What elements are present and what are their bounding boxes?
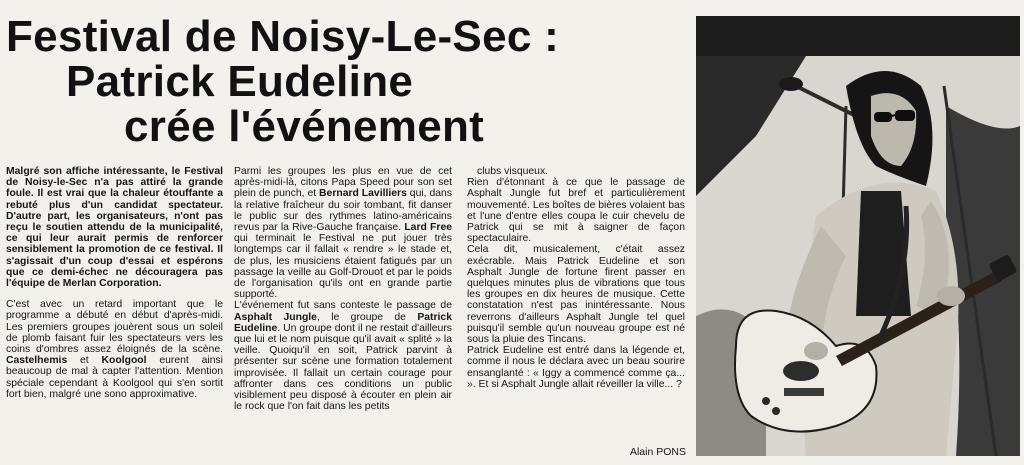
artist-name: Bernard Lavilliers	[319, 188, 407, 200]
band-name: Castelhemis	[6, 355, 68, 367]
band-name: Asphalt Jungle	[234, 311, 317, 323]
artist-name: Patrick Eudeline	[234, 311, 452, 334]
body-paragraph: C'est avec un retard important que le programme a débuté en début d'après-midi. Les premiers groupes jouèrent sous un soleil de plomb faisant fuir les spectateurs vers les coins d'ombres assez éloignés de la scène. Castelhemis et Koolgool eurent ainsi beaucoup de mal à capter l'attention. Mention spéciale cependant à Koolgool qui s'en sortit fort bien, malgré une sono approximative.	[6, 299, 223, 400]
headline-line-2: Patrick Eudeline	[66, 57, 414, 106]
concert-photo	[696, 16, 1020, 456]
article-column-3	[467, 166, 685, 390]
body-paragraph: Rien d'étonnant à ce que le passage de Asphalt Jungle fut bref et particulièrement mouvementé. Les boîtes de bières volaient bas et l'une d'entre elles coupa le cuir chevelu de Patrick qui se mit à saigner de façon spectaculaire.	[467, 177, 685, 245]
headline-line-3: crée l'événement	[124, 102, 485, 151]
body-paragraph: Patrick Eudeline est entré dans la légende et, comme il nous le déclara avec un beau sourire ensanglanté : « Iggy a commencé comme ça... ». Et si Asphalt Jungle allait réveiller la ville... ?	[467, 345, 685, 390]
guitarist-illustration	[696, 16, 1020, 456]
article-column-1	[6, 166, 223, 400]
body-paragraph: Cela dit, musicalement, c'était assez exécrable. Mais Patrick Eudeline et son Asphalt Jungle de fortune firent passer en quelques minutes plus de vibrations que tous les groupes en dix heures de musique. Cette constatation n'est pas inintéressante. Nous reverrons d'ailleurs Asphalt Jungle tel quel puisqu'il semble qu'un nouveau groupe est né sous la pluie des Tincans.	[467, 244, 685, 346]
author-signature: Alain PONS	[629, 446, 686, 458]
article-column-2	[234, 166, 452, 412]
body-paragraph: Parmi les groupes les plus en vue de cet après-midi-là, citons Papa Speed pour son set plein de punch, et Bernard Lavilliers qui, dans la relative fraîcheur du soir tombant, fit danser le public sur des rythmes latino-américains revus par la Rive-Gauche française. Lard Free qui terminait le Festival ne put jouer très longtemps car il fallait « rendre » le stade et, de plus, les musiciens étaient fatigués par un passage la veille au Golf-Drouot et par le poids de l'organisation qu'ils ont en grande partie supporté.	[234, 166, 452, 301]
article-headline	[6, 14, 686, 149]
body-paragraph: clubs visqueux.	[477, 166, 549, 177]
headline-line-1: Festival de Noisy-Le-Sec :	[6, 12, 560, 61]
body-paragraph: L'événement fut sans conteste le passage de Asphalt Jungle, le groupe de Patrick Eudeline. Un groupe dont il ne restait d'ailleurs que lui et le nom puisque qu'il avait « splité » la veille. Quoiqu'il en soit, Patrick parvint à présenter sur scène une formation totalement improvisée. Il fallait un certain courage pour affronter dans ces conditions un public visiblement peu disposé à écouter en plein air le rock que l'on fait dans les petits	[234, 300, 452, 413]
intro-paragraph: Malgré son affiche intéressante, le Festival de Noisy-le-Sec n'a pas attiré la grande foule. Il est vrai que la chaleur étouffante a rebuté plus d'un candidat spectateur. D'autre part, les organisateurs, n'ont pas reçu le soutien attendu de la municipalité, ce qui leur aurait permis de renforcer sensiblement la promotion de ce festival. Il s'agissait d'un coup d'essai et espérons que ce demi-échec ne découragera pas l'équipe de Merlan Corporation.	[6, 166, 223, 290]
band-name: Koolgool	[101, 355, 147, 367]
band-name: Lard Free	[404, 222, 452, 234]
